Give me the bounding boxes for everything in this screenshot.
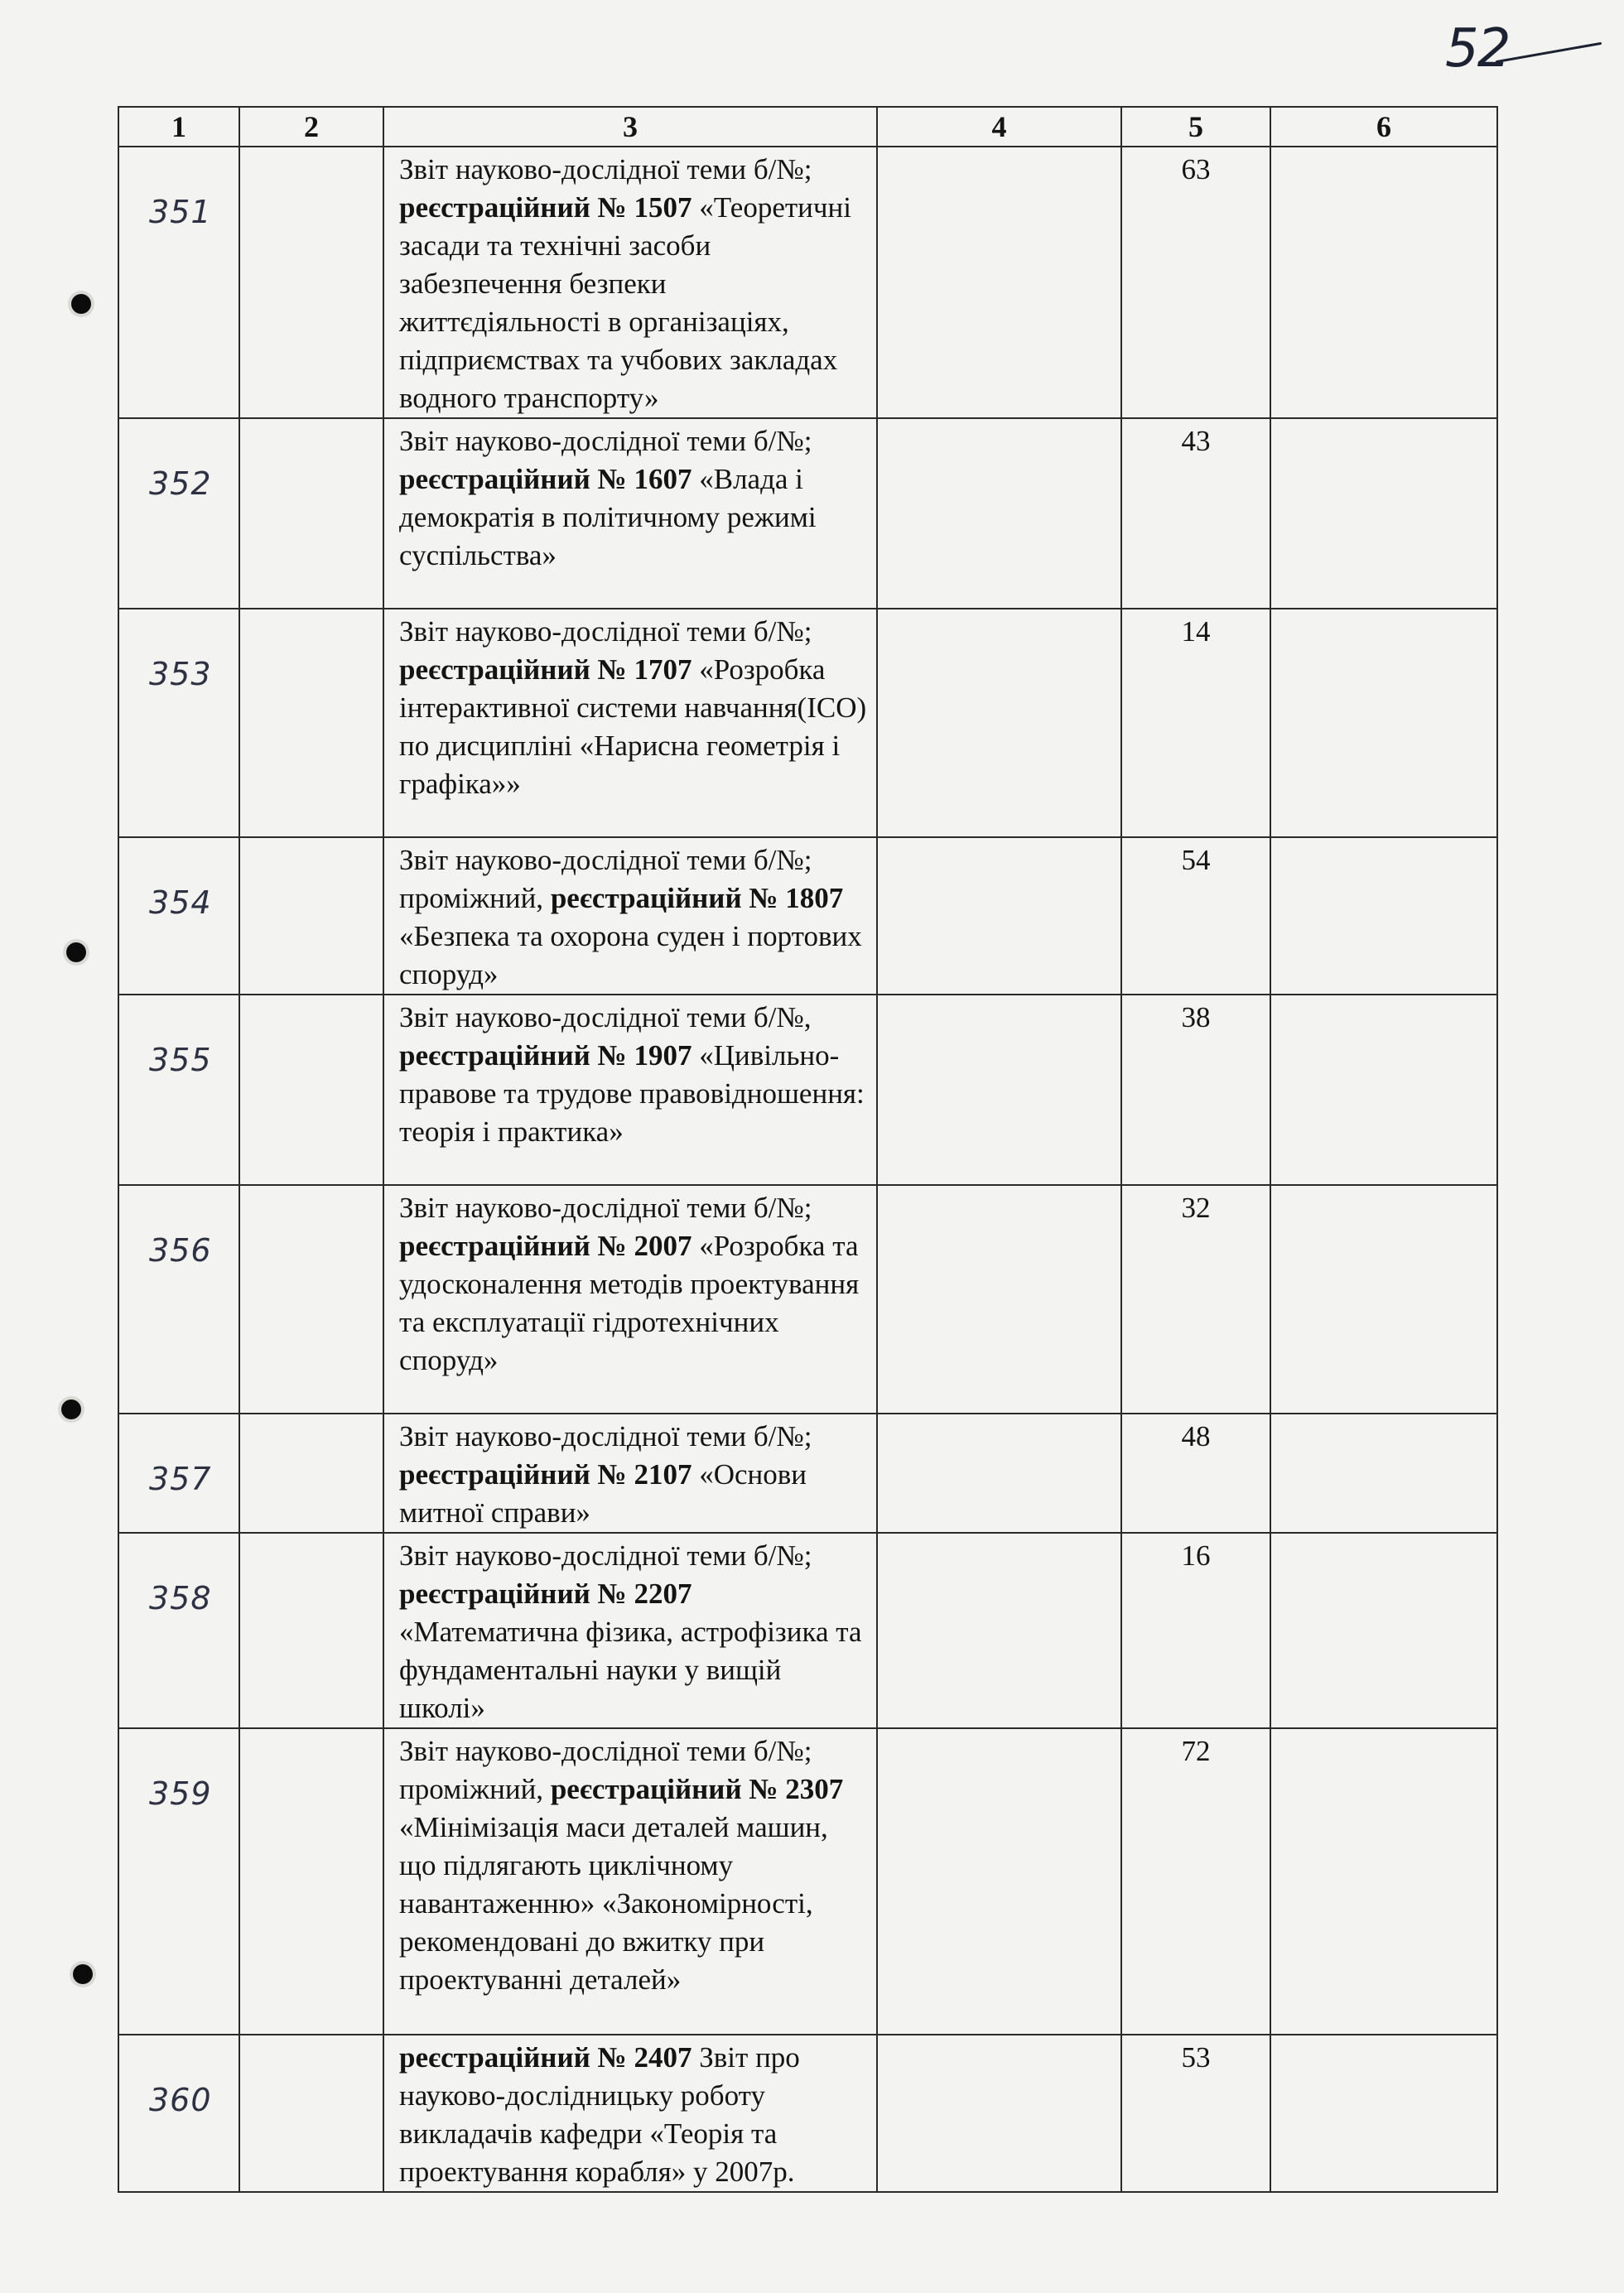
notes-cell [1270,1185,1497,1414]
table-row [118,1728,1497,2035]
notes-cell [1270,1414,1497,1533]
title-prefix: Звіт науково-дослідної теми б/№; проміжний, [399,1735,812,1805]
table-row [118,1533,1497,1728]
title-prefix: Звіт науково-дослідної теми б/№; [399,615,812,648]
title-text: «Безпека та охорона суден і портових споруд» [399,920,862,990]
title-prefix: Звіт науково-дослідної теми б/№; [399,1420,812,1452]
item-number-cell [118,2035,239,2192]
title-cell [383,1185,877,1414]
registration-number: реєстраційний № 2007 [399,1230,692,1262]
item-number-cell [118,147,239,418]
index-cell [239,1414,383,1533]
title-cell [383,837,877,995]
item-number: 352 [149,465,212,502]
title-prefix: Звіт науково-дослідної теми б/№, [399,1001,812,1033]
notes-cell [1270,837,1497,995]
title-cell [383,2035,877,2192]
table-row [118,418,1497,609]
table-row [118,147,1497,418]
column-header: 1 [118,107,239,147]
index-cell [239,837,383,995]
item-number-cell [118,1185,239,1414]
title-prefix: Звіт науково-дослідної теми б/№; [399,153,812,185]
index-cell [239,147,383,418]
item-number-cell [118,609,239,837]
title-cell [383,418,877,609]
title-prefix: Звіт науково-дослідної теми б/№; [399,1192,812,1224]
dates-cell [877,2035,1121,2192]
title-text: «Розробка інтерактивної системи навчання(ІСО) по дисципліні «Нарисна геометрія і графіка»» [399,653,867,800]
sheet-number: 52 [1445,18,1509,79]
column-header: 3 [383,107,877,147]
dates-cell [877,147,1121,418]
page-count: 72 [1121,1728,1270,2035]
table-row [118,1185,1497,1414]
column-number-row [118,107,1497,147]
title-cell [383,1728,877,2035]
index-cell [239,1185,383,1414]
dates-cell [877,1728,1121,2035]
register-table [118,106,1498,2193]
title-text: «Розробка та удосконалення методів проектування та експлуатації гідротехнічних споруд» [399,1230,860,1376]
index-cell [239,2035,383,2192]
item-number: 351 [149,194,212,230]
page-count: 53 [1121,2035,1270,2192]
notes-cell [1270,418,1497,609]
title-prefix: Звіт науково-дослідної теми б/№; проміжний, [399,844,812,914]
registration-number: реєстраційний № 1907 [399,1039,692,1072]
registration-number: реєстраційний № 2107 [399,1458,692,1491]
title-text: «Влада і демократія в політичному режимі суспільства» [399,463,817,571]
page-count: 16 [1121,1533,1270,1728]
index-cell [239,418,383,609]
item-number-cell [118,1728,239,2035]
dates-cell [877,837,1121,995]
page-count: 38 [1121,995,1270,1185]
title-cell [383,1414,877,1533]
item-number-cell [118,418,239,609]
dates-cell [877,1533,1121,1728]
column-header: 2 [239,107,383,147]
table-row [118,1414,1497,1533]
registration-number: реєстраційний № 1807 [550,882,844,914]
index-cell [239,609,383,837]
item-number: 357 [149,1461,212,1497]
dates-cell [877,1414,1121,1533]
column-header: 6 [1270,107,1497,147]
table-row [118,837,1497,995]
punch-hole [71,294,91,314]
index-cell [239,1728,383,2035]
item-number: 360 [149,2082,212,2118]
page-count: 48 [1121,1414,1270,1533]
title-prefix: Звіт науково-дослідної теми б/№; [399,425,812,457]
item-number: 353 [149,656,212,692]
item-number: 354 [149,884,212,921]
item-number: 356 [149,1232,212,1269]
title-text: «Мінімізація маси деталей машин, що підлягають циклічному навантаженню» «Закономірності, рекомендовані до вжитку при проектуванні деталей» [399,1811,828,1996]
column-header: 5 [1121,107,1270,147]
registration-number: реєстраційний № 1607 [399,463,692,495]
notes-cell [1270,1728,1497,2035]
index-cell [239,1533,383,1728]
title-text: «Основи митної справи» [399,1458,807,1529]
title-text: «Математична фізика, астрофізика та фундаментальні науки у вищій школі» [399,1616,862,1724]
item-number-cell [118,1414,239,1533]
table-row [118,609,1497,837]
punch-hole [61,1399,81,1419]
punch-hole [66,942,86,962]
notes-cell [1270,609,1497,837]
title-text: «Цивільно-правове та трудове правовідношення: теорія і практика» [399,1039,865,1148]
page-count: 54 [1121,837,1270,995]
page-count: 63 [1121,147,1270,418]
index-cell [239,995,383,1185]
table-row [118,995,1497,1185]
notes-cell [1270,147,1497,418]
notes-cell [1270,995,1497,1185]
page-count: 32 [1121,1185,1270,1414]
registration-number: реєстраційний № 2407 [399,2041,692,2074]
title-cell [383,147,877,418]
item-number-cell [118,837,239,995]
item-number-cell [118,1533,239,1728]
dates-cell [877,1185,1121,1414]
handwritten-underline [1496,42,1602,64]
table-row [118,2035,1497,2192]
title-prefix: Звіт науково-дослідної теми б/№; [399,1539,812,1572]
registration-number: реєстраційний № 1707 [399,653,692,686]
item-number: 358 [149,1580,212,1616]
item-number: 359 [149,1775,212,1812]
title-cell [383,609,877,837]
notes-cell [1270,1533,1497,1728]
notes-cell [1270,2035,1497,2192]
title-text: Звіт про науково-дослідницьку роботу викладачів кафедри «Теорія та проектування корабля» у 2007р. [399,2041,800,2188]
column-header: 4 [877,107,1121,147]
dates-cell [877,995,1121,1185]
title-cell [383,1533,877,1728]
page-count: 14 [1121,609,1270,837]
dates-cell [877,609,1121,837]
item-number-cell [118,995,239,1185]
registration-number: реєстраційний № 2307 [550,1773,844,1805]
punch-hole [73,1964,93,1984]
title-text: «Теоретичні засади та технічні засоби забезпечення безпеки життєдіяльності в організаціях, підприємствах та учбових закладах водного транспорту» [399,191,851,414]
page-count: 43 [1121,418,1270,609]
registration-number: реєстраційний № 1507 [399,191,692,224]
dates-cell [877,418,1121,609]
item-number: 355 [149,1042,212,1078]
title-cell [383,995,877,1185]
registration-number: реєстраційний № 2207 [399,1578,692,1610]
